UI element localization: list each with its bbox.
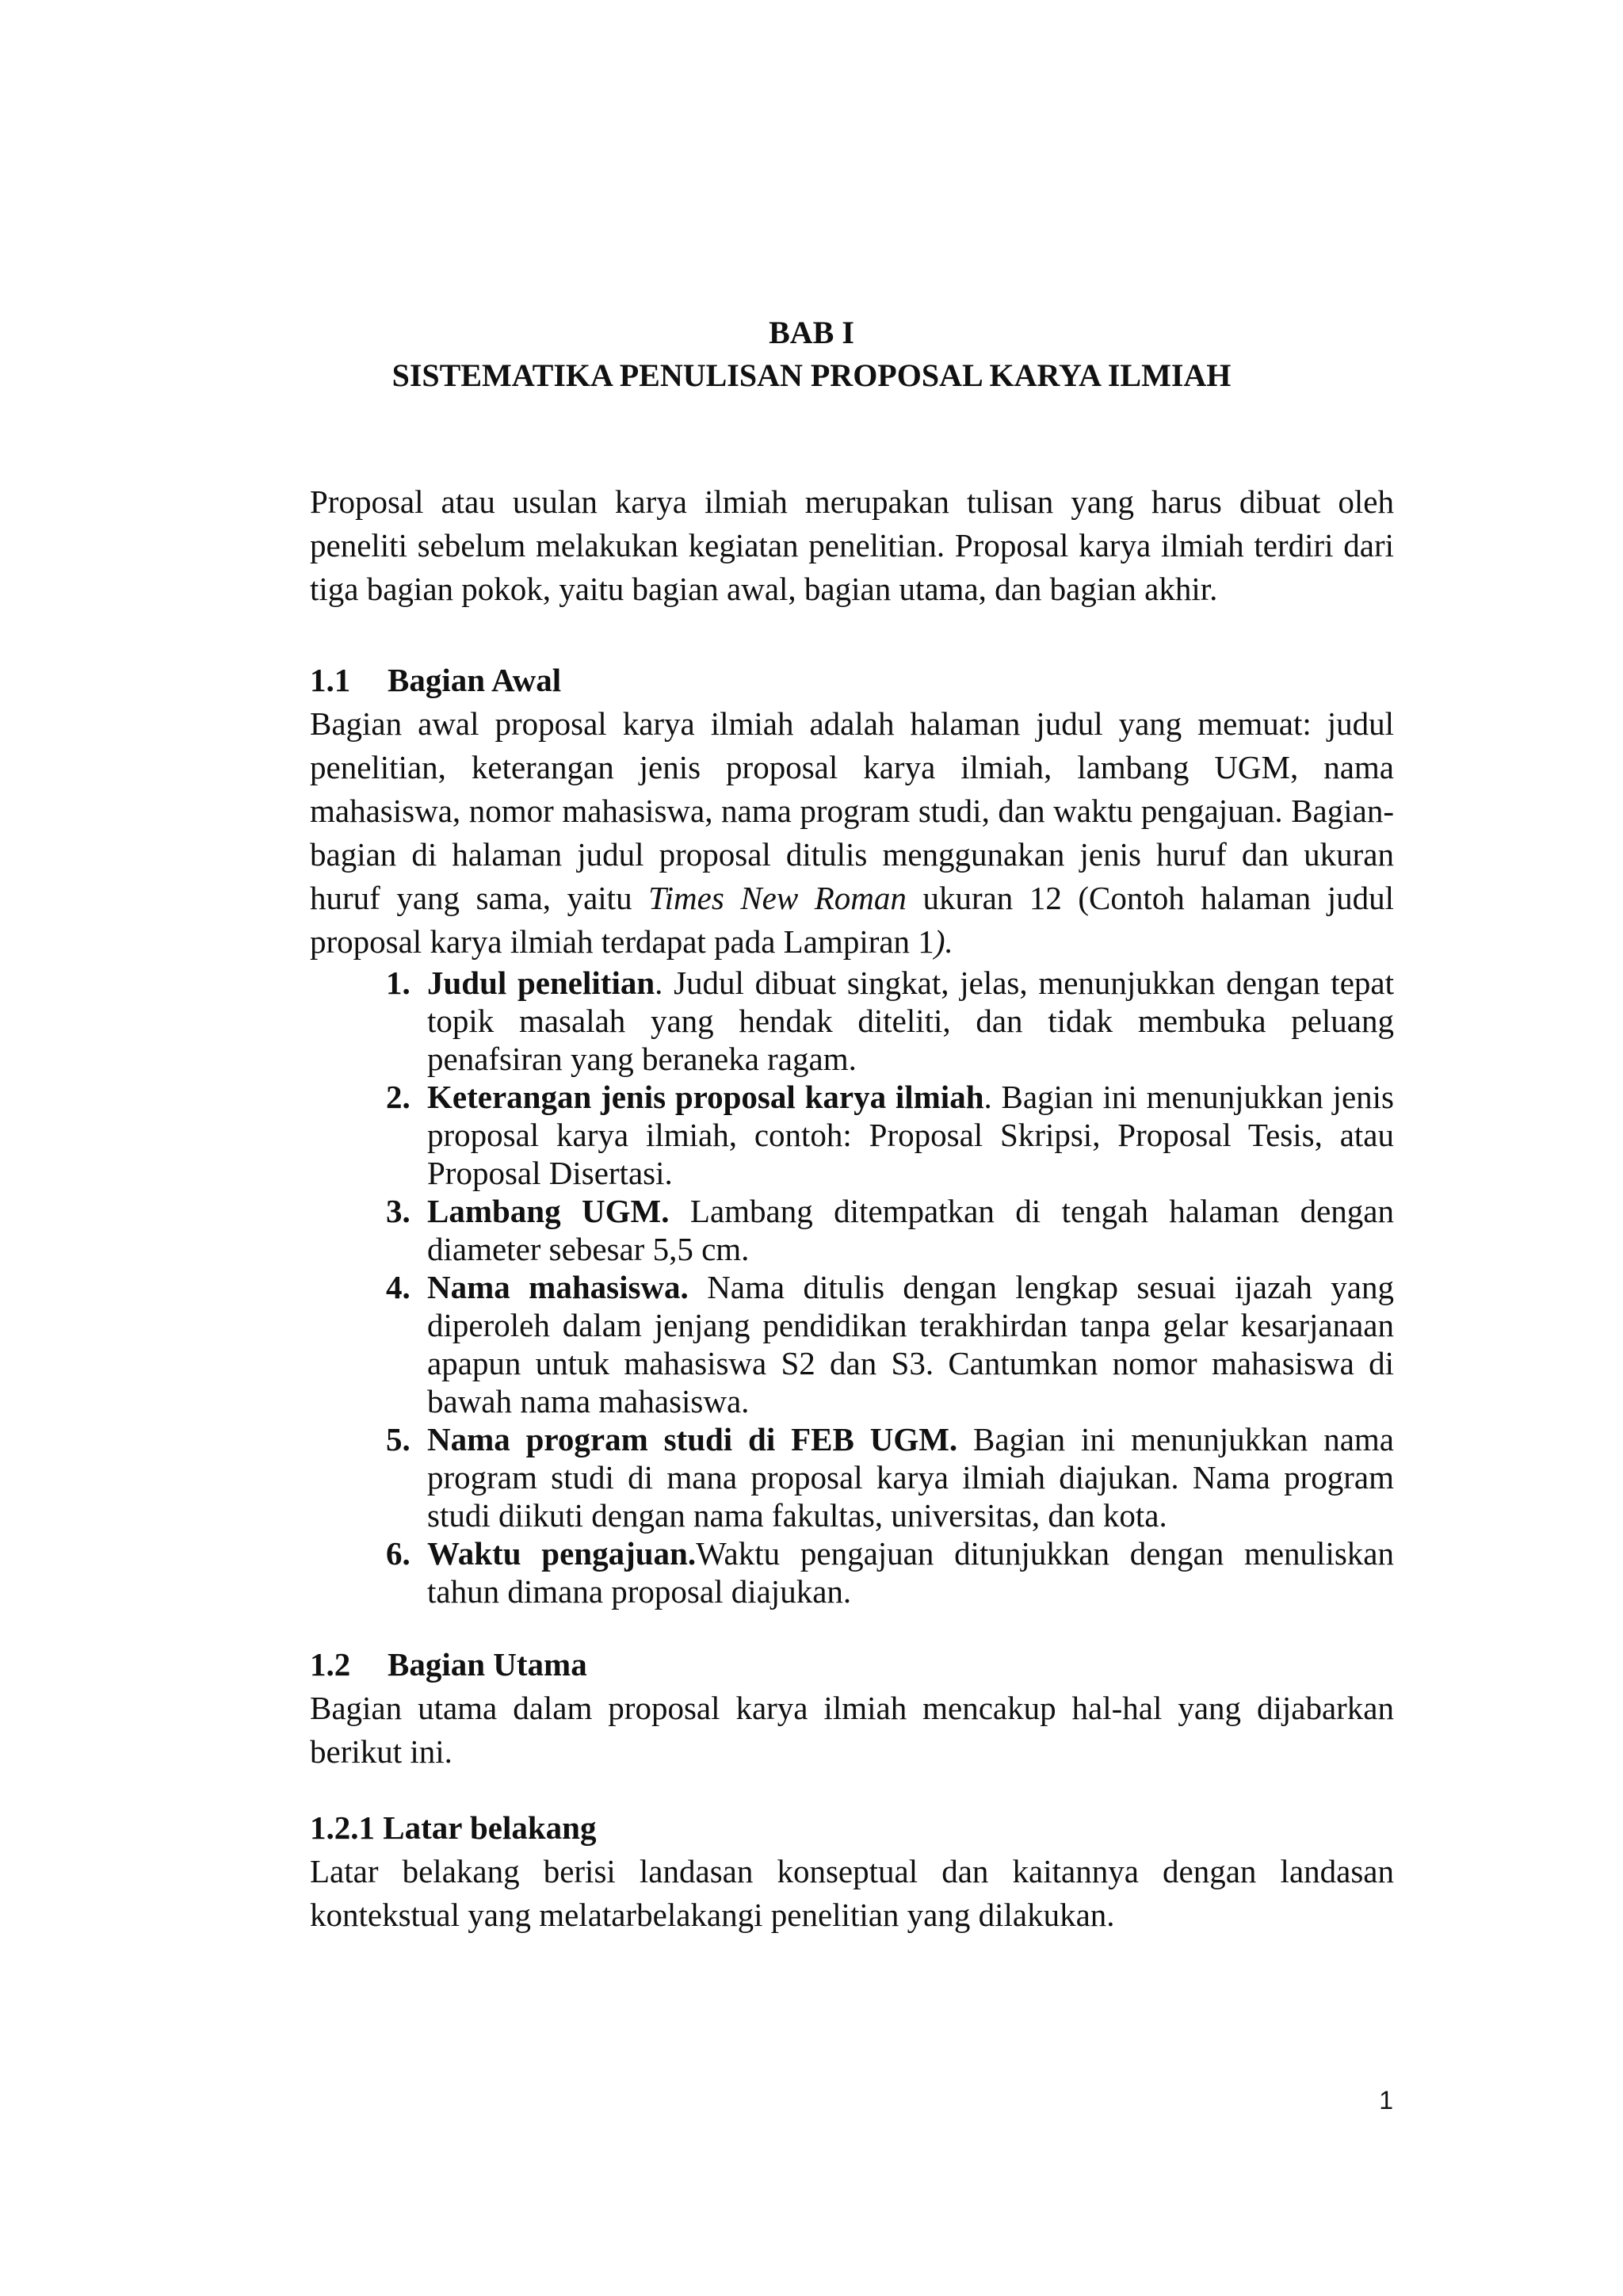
list-item-lead: Nama mahasiswa. xyxy=(427,1269,689,1305)
document-body xyxy=(310,480,1394,1937)
list-index: 1. xyxy=(386,965,411,1001)
list-item xyxy=(310,1192,1394,1268)
list-item-lead: Keterangan jenis proposal karya ilmiah xyxy=(427,1079,984,1115)
list-item-text: Lambang ditempatkan di tengah halaman dengan diameter sebesar 5,5 cm. xyxy=(427,1193,1394,1267)
intro-paragraph: Proposal atau usulan karya ilmiah merupakan tulisan yang harus dibuat oleh peneliti sebelum melakukan kegiatan penelitian. Proposal karya ilmiah terdiri dari tiga bagian pokok, yaitu bagian awal, bagian utama, dan bagian akhir. xyxy=(310,483,1394,607)
title-page-items-list xyxy=(310,964,1394,1610)
list-item-lead: Nama program studi di FEB UGM. xyxy=(427,1421,958,1457)
section-heading-1-1 xyxy=(310,659,1394,702)
section-title: Latar belakang xyxy=(383,1809,597,1846)
section-title: Bagian Awal xyxy=(388,662,562,698)
section-heading-1-2-1 xyxy=(310,1806,1394,1850)
list-item-text: Bagian ini menunjukkan nama program studi di mana proposal karya ilmiah diajukan. Nama program studi diikuti dengan nama fakultas, universitas, dan kota. xyxy=(427,1421,1394,1534)
section-number: 1.2.1 xyxy=(310,1809,375,1846)
list-item xyxy=(310,1078,1394,1192)
list-item xyxy=(310,1534,1394,1610)
section-heading-1-2 xyxy=(310,1643,1394,1687)
section-number: 1.1 xyxy=(310,662,351,698)
list-item xyxy=(310,1420,1394,1534)
section-1-2-paragraph: Bagian utama dalam proposal karya ilmiah mencakup hal-hal yang dijabarkan berikut ini. xyxy=(310,1690,1394,1770)
section-title: Bagian Utama xyxy=(388,1646,587,1683)
paragraph-text: Bagian awal proposal karya ilmiah adalah halaman judul yang memuat: judul penelitian, keterangan jenis proposal karya ilmiah, lambang UGM, nama mahasiswa, nomor mahasiswa, nama program studi, dan waktu pengajuan. Bagian-bagian di halaman judul proposal ditulis menggunakan jenis huruf dan ukuran huruf yang sama, yaitu xyxy=(310,705,1394,916)
list-item-text: . Bagian ini menunjukkan jenis proposal karya ilmiah, contoh: Proposal Skripsi, Proposal Tesis, atau Proposal Disertasi. xyxy=(427,1079,1394,1191)
section-1-1-paragraph xyxy=(310,702,1394,964)
page-number: 1 xyxy=(1379,2086,1393,2115)
list-index: 6. xyxy=(386,1535,411,1572)
section-1-2-1-paragraph: Latar belakang berisi landasan konseptual dan kaitannya dengan landasan kontekstual yang melatarbelakangi penelitian yang dilakukan. xyxy=(310,1853,1394,1933)
list-item xyxy=(310,1268,1394,1420)
list-index: 2. xyxy=(386,1079,411,1115)
list-item-lead: Waktu pengajuan. xyxy=(427,1535,697,1572)
font-name-text: Times New Roman xyxy=(648,880,907,916)
list-item-text: Waktu pengajuan ditunjukkan dengan menuliskan tahun dimana proposal diajukan. xyxy=(427,1535,1394,1610)
list-item-lead: Lambang UGM. xyxy=(427,1193,670,1229)
section-number: 1.2 xyxy=(310,1646,351,1683)
chapter-label: BAB I xyxy=(769,315,854,350)
paragraph-end: ). xyxy=(934,923,953,960)
list-item-text: Nama ditulis dengan lengkap sesuai ijazah yang diperoleh dalam jenjang pendidikan terakhirdan tanpa gelar kesarjanaan apapun untuk mahasiswa S2 dan S3. Cantumkan nomor mahasiswa di bawah nama mahasiswa. xyxy=(427,1269,1394,1419)
chapter-title: SISTEMATIKA PENULISAN PROPOSAL KARYA ILMIAH xyxy=(391,357,1232,393)
list-item xyxy=(310,964,1394,1078)
list-item-lead: Judul penelitian xyxy=(427,965,655,1001)
paragraph-text: ukuran 12 (Contoh halaman judul proposal karya ilmiah terdapat pada Lampiran 1 xyxy=(310,880,1394,960)
list-index: 5. xyxy=(386,1421,411,1457)
list-item-text: . Judul dibuat singkat, jelas, menunjukkan dengan tepat topik masalah yang hendak diteliti, dan tidak membuka peluang penafsiran yang beraneka ragam. xyxy=(427,965,1394,1077)
list-index: 3. xyxy=(386,1193,411,1229)
list-index: 4. xyxy=(386,1269,411,1305)
